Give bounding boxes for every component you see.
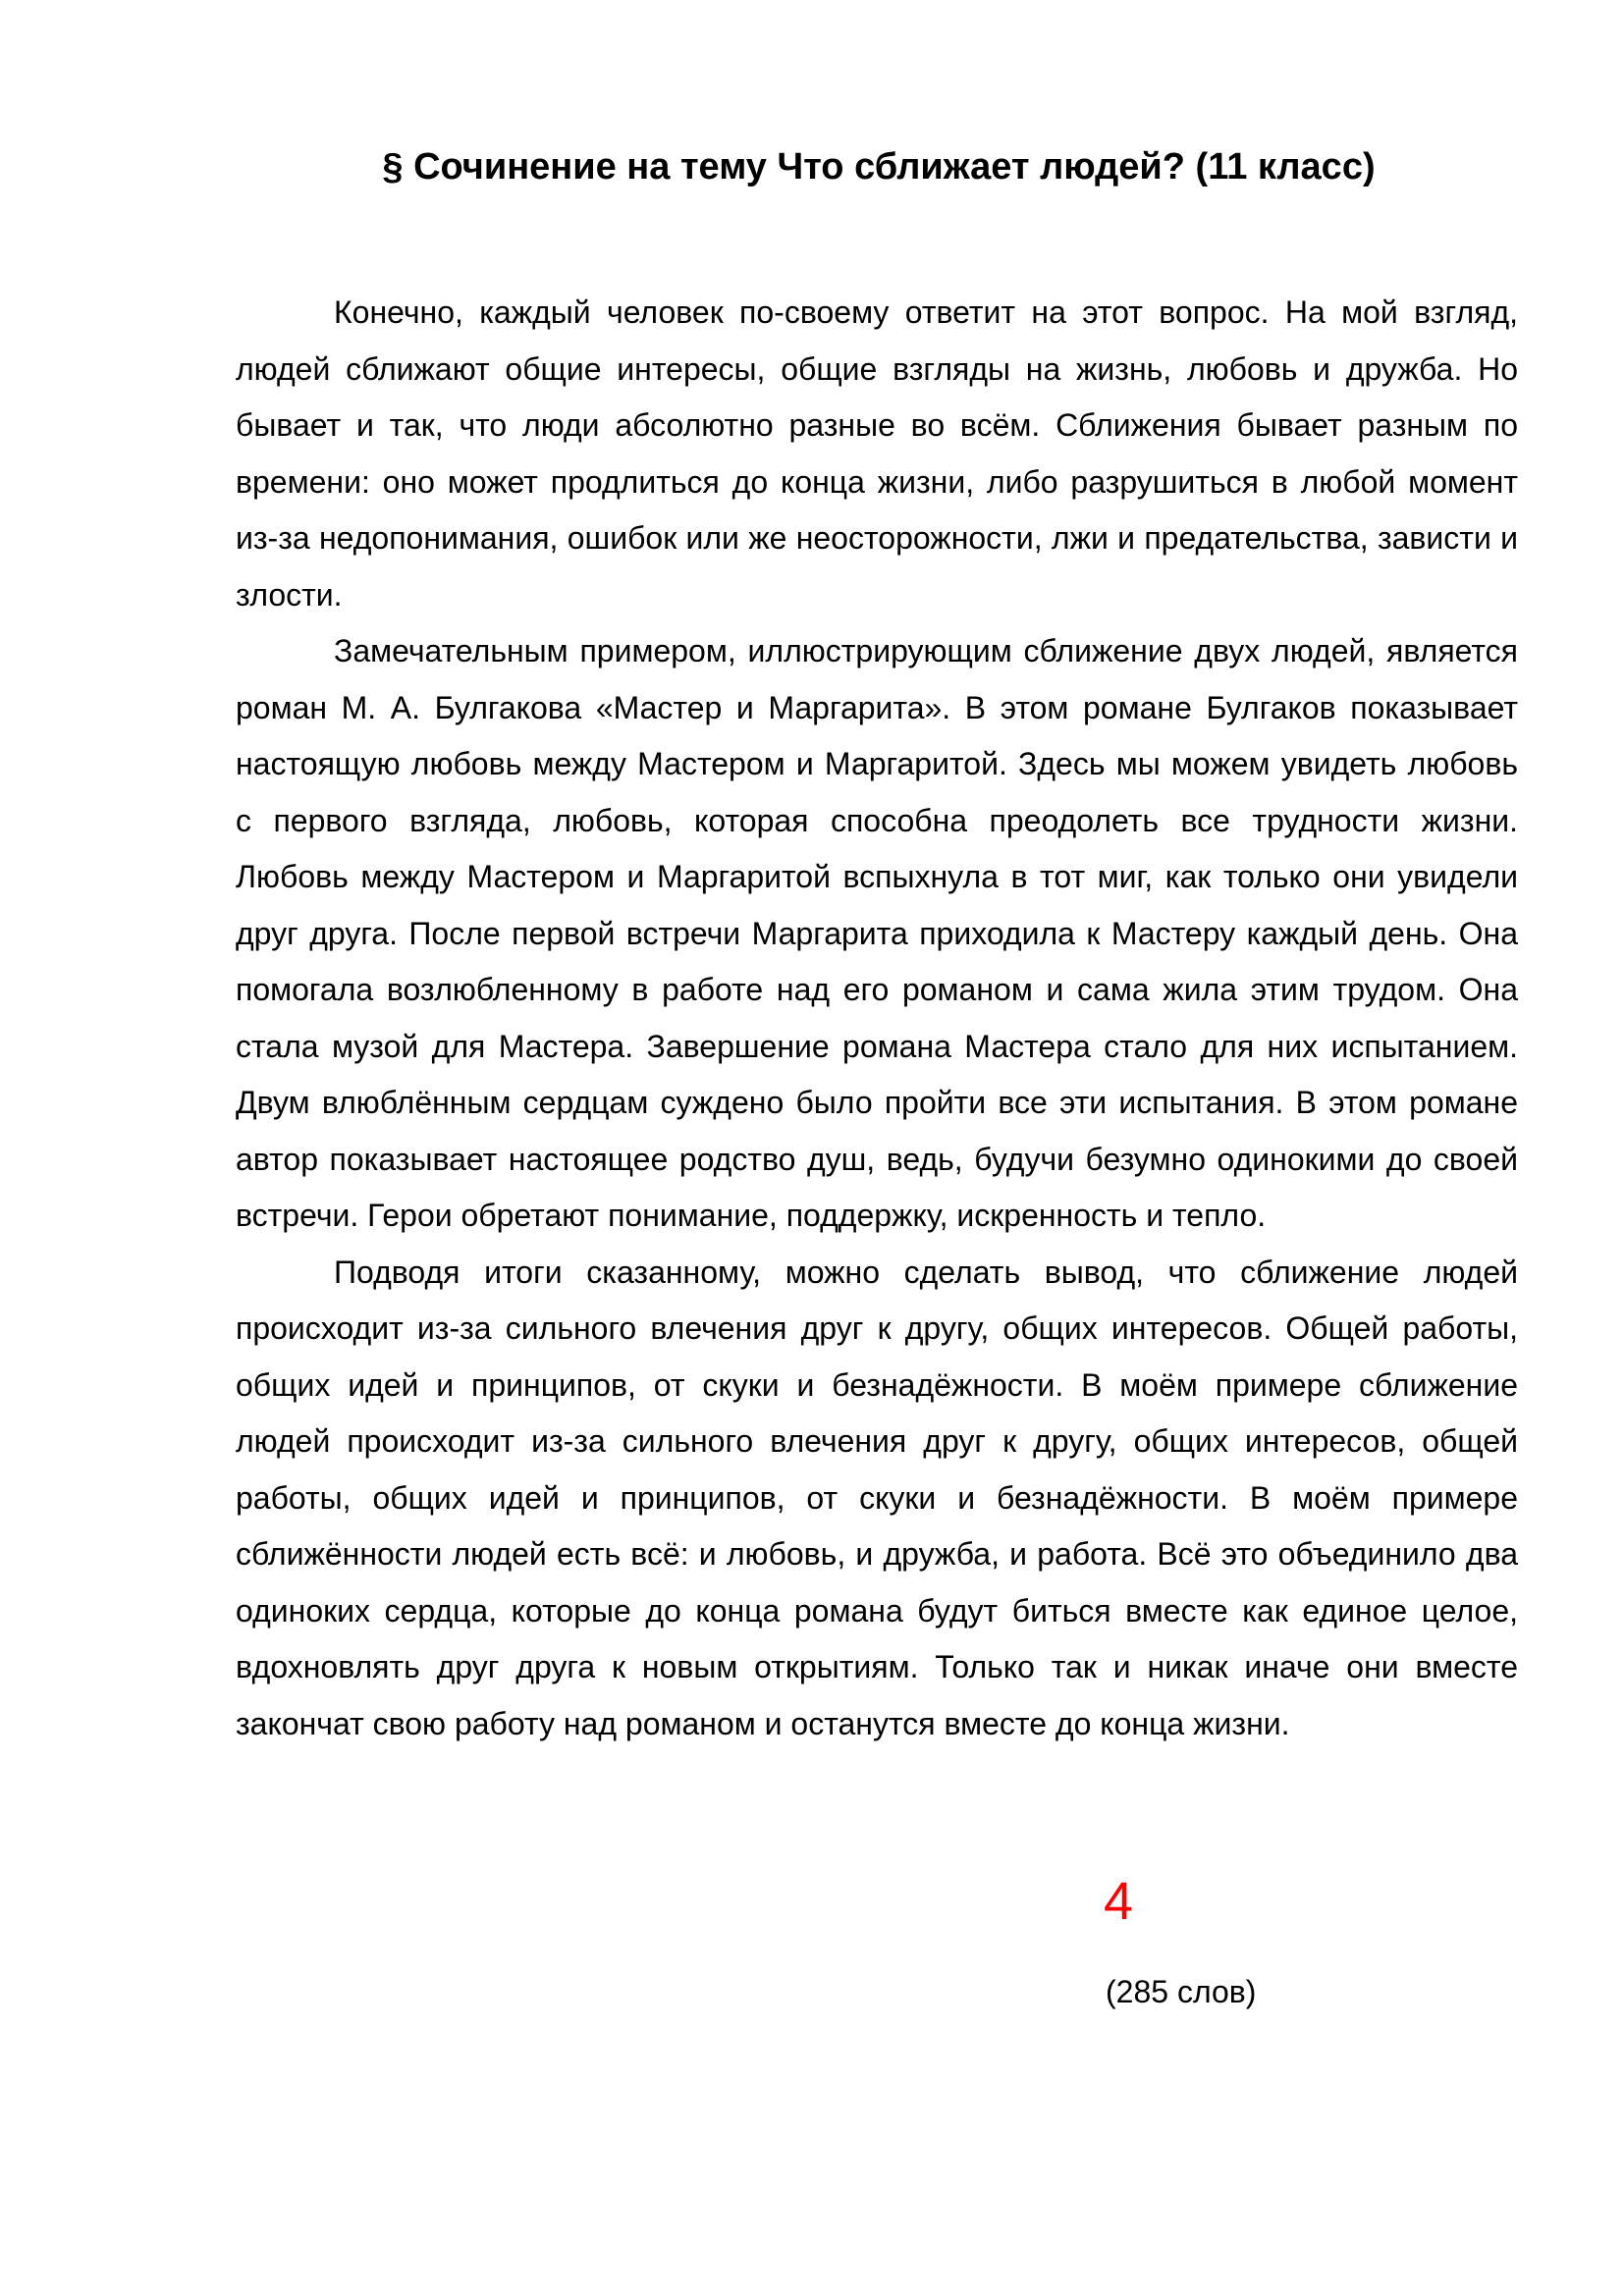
page-title: § Сочинение на тему Что сближает людей? (11 класс) — [382, 146, 1376, 187]
paragraph-3: Подводя итоги сказанному, можно сделать вывод, что сближение людей происходит из-за сильного влечения друг к другу, общих интересов. Общей работы, общих идей и принципов, от скуки и безнадёжности. В моём примере сближение людей происходит из-за сильного влечения друг к другу, общих интересов, общей работы, общих идей и принципов, от скуки и безнадёжности. В моём примере сближённости людей есть всё: и любовь, и дружба, и работа. Всё это объединило два одиноких сердца, которые до конца романа будут биться вместе как единое целое, вдохновлять друг друга к новым открытиям. Только так и никак иначе они вместе закончат свою работу над романом и останутся вместе до конца жизни. — [236, 1254, 1518, 1741]
paragraph-1: Конечно, каждый человек по-своему ответит на этот вопрос. На мой взгляд, людей сближают общие интересы, общие взгляды на жизнь, любовь и дружба. Но бывает и так, что люди абсолютно разные во всём. Сближения бывает разным по времени: оно может продлиться до конца жизни, либо разрушиться в любой момент из-за недопонимания, ошибок или же неосторожности, лжи и предательства, зависти и злости. — [236, 294, 1518, 613]
grade-mark: 4 — [1104, 1872, 1134, 1931]
paragraph-2: Замечательным примером, иллюстрирующим сближение двух людей, является роман М. А. Булгакова «Мастер и Маргарита». В этом романе Булгаков показывает настоящую любовь между Мастером и Маргаритой. Здесь мы можем увидеть любовь с первого взгляда, любовь, которая способна преодолеть все трудности жизни. Любовь между Мастером и Маргаритой вспыхнула в тот миг, как только они увидели друг друга. После первой встречи Маргарита приходила к Мастеру каждый день. Она помогала возлюбленному в работе над его романом и сама жила этим трудом. Она стала музой для Мастера. Завершение романа Мастера стало для них испытанием. Двум влюблённым сердцам суждено было пройти все эти испытания. В этом романе автор показывает настоящее родство душ, ведь, будучи безумно одинокими до своей встречи. Герои обретают понимание, поддержку, искренность и тепло. — [236, 633, 1518, 1233]
word-count: (285 слов) — [1106, 1974, 1257, 2009]
essay-body — [236, 285, 1518, 1752]
